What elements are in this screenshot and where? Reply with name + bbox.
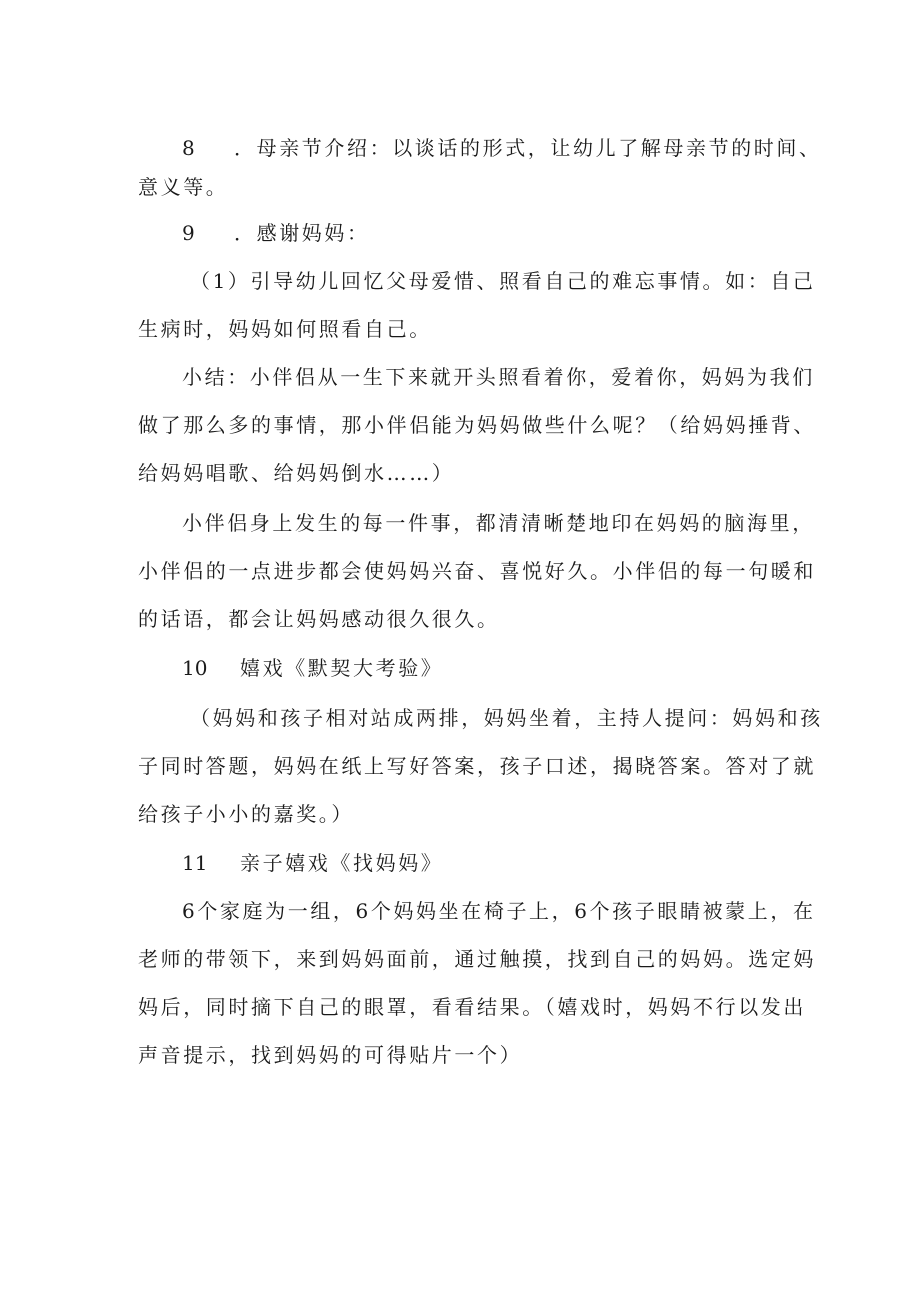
item-11-number: 11 (182, 851, 208, 875)
item-8-heading-text: ．母亲节介绍：以谈话的形式，让幼儿了解母亲节的时间、 (234, 136, 822, 160)
para-1-line-1: （1）引导幼儿回忆父母爱惜、照看自己的难忘事情。如：自己 (190, 269, 816, 293)
item-8-heading-line (182, 133, 842, 163)
item-10-number: 10 (182, 656, 208, 680)
para-2-line-1: 小伴侣身上发生的每一件事，都清清晰楚地印在妈妈的脑海里， (182, 511, 815, 535)
para-1-line-2: 生病时，妈妈如何照看自己。 (138, 317, 432, 341)
item-10-heading-line (182, 653, 842, 683)
item-11-line-2: 老师的带领下，来到妈妈面前，通过触摸，找到自己的妈妈。选定妈 (138, 947, 816, 971)
item-11-line-4: 声音提示，找到妈妈的可得贴片一个） (138, 1043, 523, 1067)
para-2-line-3: 的话语，都会让妈妈感动很久很久。 (138, 607, 500, 631)
item-8-number: 8 (182, 136, 195, 160)
item-11-heading-text: 亲子嬉戏《找妈妈》 (240, 851, 444, 875)
item-8-continuation: 意义等。 (138, 175, 229, 199)
item-10-line-2: 子同时答题，妈妈在纸上写好答案，孩子口述，揭晓答案。答对了就 (138, 754, 816, 778)
summary-line-3: 给妈妈唱歌、给妈妈倒水……） (138, 461, 455, 485)
item-11-line-3: 妈后，同时摘下自己的眼罩，看看结果。（嬉戏时，妈妈不行以发出 (138, 995, 806, 1019)
item-10-line-1: （妈妈和孩子相对站成两排，妈妈坐着，主持人提问：妈妈和孩 (190, 706, 823, 730)
para-2-line-2: 小伴侣的一点进步都会使妈妈兴奋、喜悦好久。小伴侣的每一句暖和 (138, 559, 816, 583)
item-9-heading-line (182, 218, 842, 248)
summary-line-2: 做了那么多的事情，那小伴侣能为妈妈做些什么呢？（给妈妈捶背、 (138, 413, 816, 437)
item-9-heading-text: ．感谢妈妈： (234, 221, 370, 245)
item-9-number: 9 (182, 221, 195, 245)
summary-line-1: 小结：小伴侣从一生下来就开头照看着你，爱着你，妈妈为我们 (182, 365, 815, 389)
item-10-line-3: 给孩子小小的嘉奖。） (138, 802, 354, 826)
item-11-heading-line (182, 848, 842, 878)
item-10-heading-text: 嬉戏《默契大考验》 (240, 656, 444, 680)
item-11-line-1: 6个家庭为一组，6个妈妈坐在椅子上，6个孩子眼睛被蒙上，在 (182, 899, 816, 923)
